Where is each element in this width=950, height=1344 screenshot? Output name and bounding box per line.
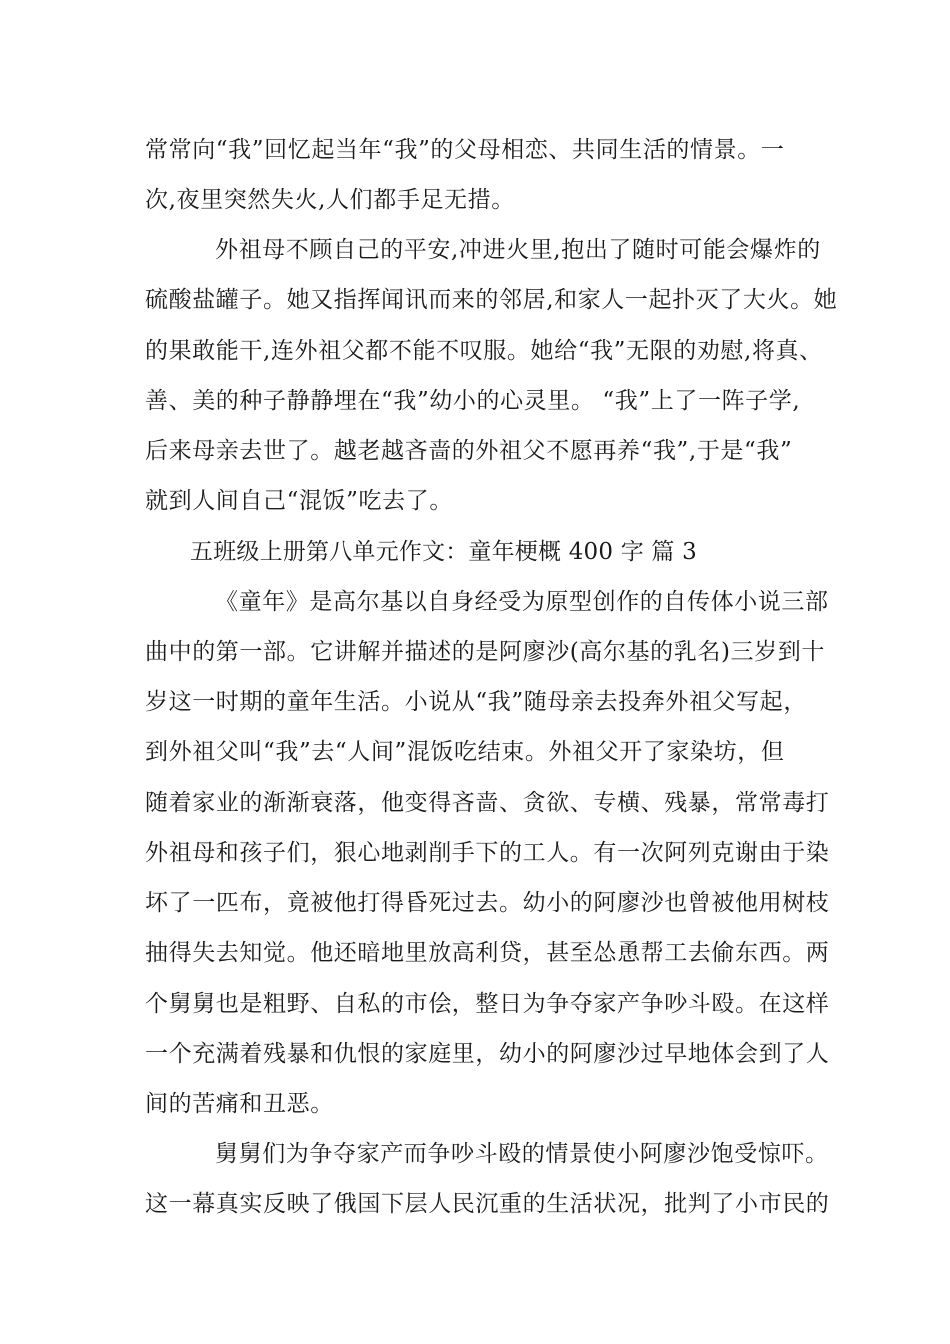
text-line: 岁这一时期的童年生活。小说从“我”随母亲去投奔外祖父写起，	[145, 689, 807, 715]
paragraph-start-line: 外祖母不顾自己的平安,冲进火里,抱出了随时可能会爆炸的	[215, 237, 821, 263]
text-line: 这一幕真实反映了俄国下层人民沉重的生活状况，批判了小市民的	[145, 1191, 830, 1217]
text-line: 外祖母和孩子们，狠心地剥削手下的工人。有一次阿列克谢由于染	[145, 840, 830, 866]
paragraph-start-line: 舅舅们为争夺家产而争吵斗殴的情景使小阿廖沙饱受惊吓。	[215, 1141, 829, 1167]
text-line: 间的苦痛和丑恶。	[145, 1091, 334, 1117]
text-line: 一个充满着残暴和仇恨的家庭里，幼小的阿廖沙过早地体会到了人	[145, 1041, 830, 1067]
text-line: 硫酸盐罐子。她又指挥闻讯而来的邻居,和家人一起扑灭了大火。她	[145, 287, 838, 313]
section-heading: 五班级上册第八单元作文：童年梗概 400 字 篇 3	[190, 539, 697, 565]
text-line: 坏了一匹布，竟被他打得昏死过去。幼小的阿廖沙也曾被他用树枝	[145, 890, 830, 916]
text-line: 常常向“我”回忆起当年“我”的父母相恋、共同生活的情景。一	[145, 137, 785, 163]
text-line: 善、美的种子静静埋在“我”幼小的心灵里。 “我”上了一阵子学,	[145, 388, 801, 414]
text-line: 曲中的第一部。它讲解并描述的是阿廖沙(高尔基的乳名)三岁到十	[145, 639, 825, 665]
text-line: 后来母亲去世了。越老越吝啬的外祖父不愿再养“我”,于是“我”	[145, 438, 793, 464]
text-line: 就到人间自己“混饭”吃去了。	[145, 488, 453, 514]
text-line: 随着家业的渐渐衰落，他变得吝啬、贪欲、专横、残暴，常常毒打	[145, 790, 830, 816]
text-line: 抽得失去知觉。他还暗地里放高利贷，甚至怂恿帮工去偷东西。两	[145, 940, 830, 966]
paragraph-start-line: 《童年》是高尔基以自身经受为原型创作的自传体小说三部	[215, 589, 829, 615]
text-line: 个舅舅也是粗野、自私的市侩，整日为争夺家产争吵斗殴。在这样	[145, 991, 830, 1017]
text-line: 的果敢能干,连外祖父都不能不叹服。她给“我”无限的劝慰,将真、	[145, 338, 823, 364]
text-line: 次,夜里突然失火,人们都手足无措。	[145, 187, 515, 213]
text-line: 到外祖父叫“我”去“人间”混饭吃结束。外祖父开了家染坊，但	[145, 739, 785, 765]
